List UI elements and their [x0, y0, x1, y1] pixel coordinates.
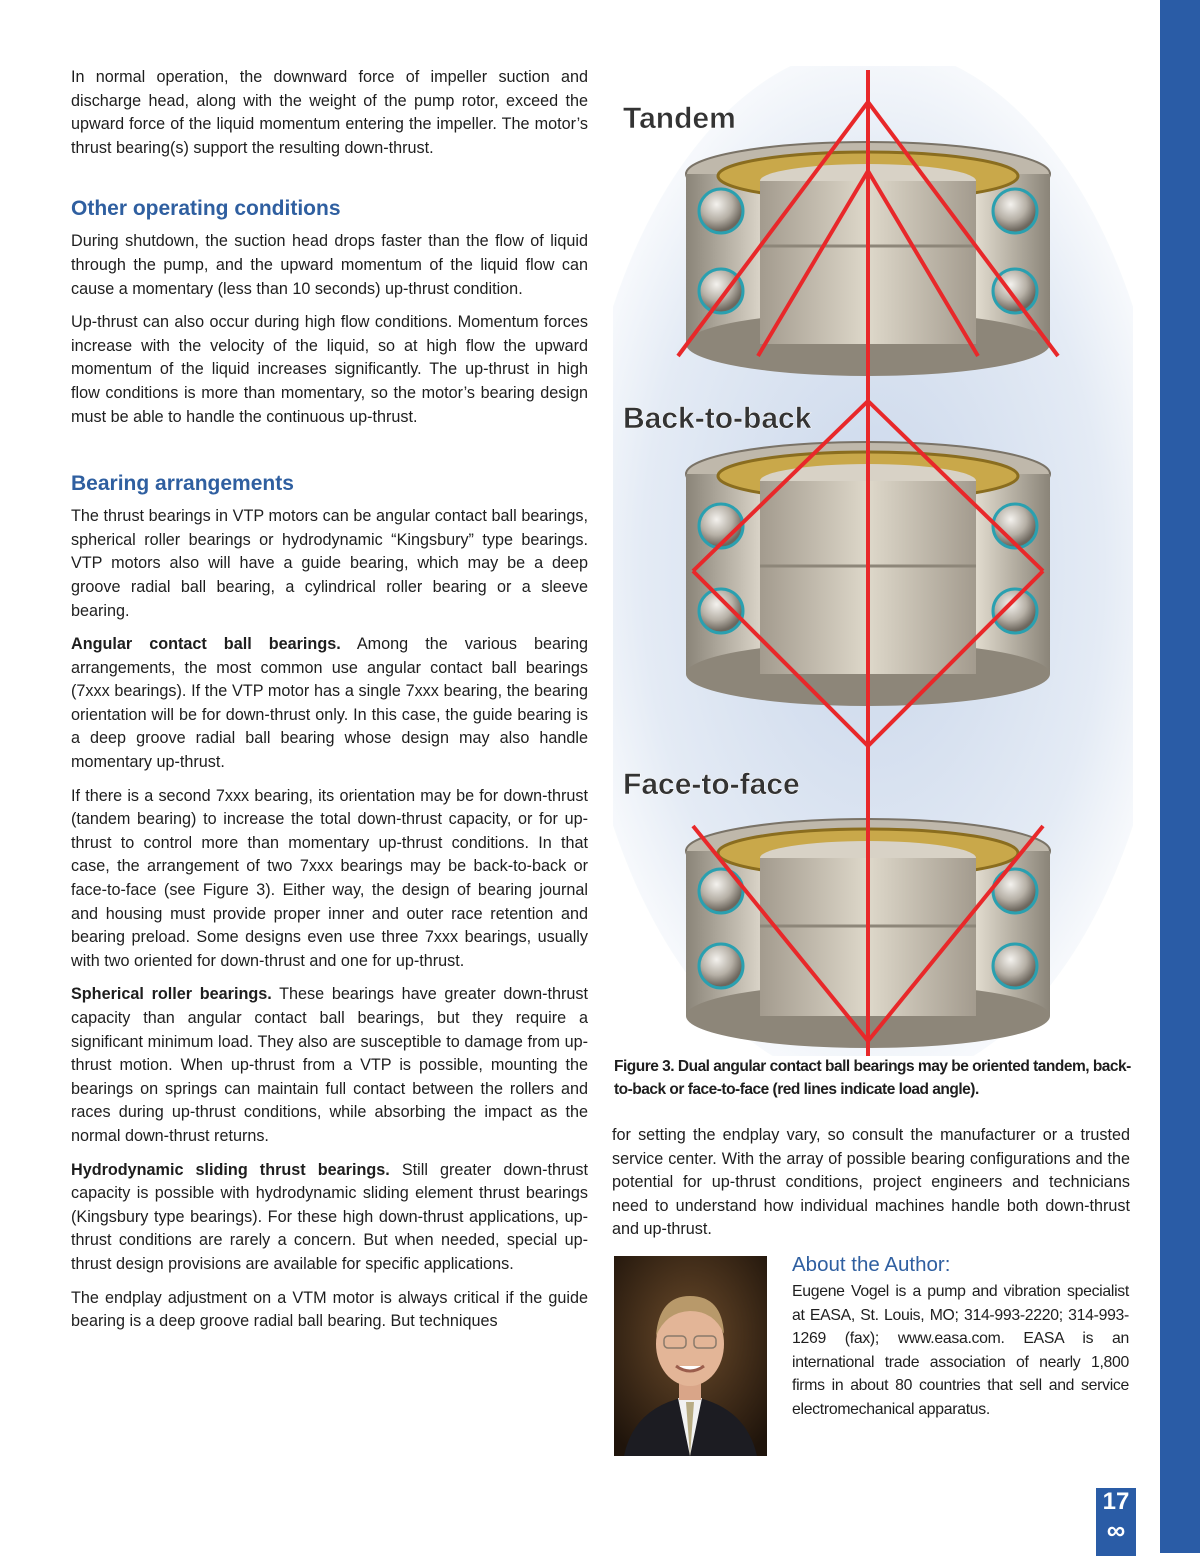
high-flow-paragraph: Up-thrust can also occur during high flow conditions. Momentum forces increase with the velocity of the liquid, so at high flow the upward momentum of the liquid increases significantly. The up-thrust in high flow conditions is more than momentary, so the motor’s bearing design must be able to handle the continuous up-thrust.	[71, 313, 588, 426]
right-column	[612, 1124, 1130, 1252]
angular-text: Among the various bearing arrangements, the most common use angular contact ball bearings (7xxx bearings). If the VTP motor has a single 7xxx bearing, the bearing orientation will be for down-thrust only. In this case, the guide bearing is a deep groove radial ball bearing whose design may also handle momentary up-thrust.	[71, 635, 588, 772]
hydrodynamic-paragraph	[71, 1159, 588, 1277]
second-bearing-paragraph: If there is a second 7xxx bearing, its orientation may be for down-thrust (tandem bearing) to increase the total down-thrust capacity, or for up-thrust to control more than momentary up-thrust conditions. In that case, the arrangement of two 7xxx bearings may be back-to-back or face-to-face (see Figure 3). Either way, the design of bearing journal and housing must provide proper inner and outer race retention and bearing preload. Some designs even use three 7xxx bearings, usually with two oriented for down-thrust and one for up-thrust.	[71, 786, 588, 970]
author-photo	[614, 1256, 767, 1456]
page-sidebar-bar	[1160, 0, 1200, 1553]
bearing-orientation-figure	[613, 66, 1133, 1056]
label-tandem: Tandem	[623, 102, 736, 135]
heading-other-operating-conditions: Other operating conditions	[71, 197, 341, 221]
about-author-title: About the Author:	[792, 1253, 951, 1276]
figure-caption: Figure 3. Dual angular contact ball bearings may be oriented tandem, back-to-back or face-to-face (red lines indicate load angle).	[614, 1058, 1131, 1098]
angular-paragraph	[71, 633, 588, 775]
shutdown-paragraph: During shutdown, the suction head drops faster than the flow of liquid through the pump, and the upward momentum of the liquid flow can cause a momentary (less than 10 seconds) up-thrust condition.	[71, 232, 588, 298]
intro-paragraph: In normal operation, the downward force of impeller suction and discharge head, along with the weight of the pump rotor, exceed the upward force of the liquid momentum entering the impeller. The motor’s thrust bearing(s) support the resulting down-thrust.	[71, 68, 588, 157]
continued-paragraph: for setting the endplay vary, so consult the manufacturer or a trusted service center. With the array of possible bearing configurations and the potential for up-thrust conditions, project engineers and technicians need to understand how individual machines handle both down-thrust and up-thrust.	[612, 1126, 1130, 1239]
left-column	[71, 66, 588, 1344]
page-number: 17	[1102, 1488, 1130, 1515]
spherical-lead: Spherical roller bearings.	[71, 985, 272, 1004]
infinity-icon: ∞	[1106, 1515, 1126, 1545]
hydrodynamic-text: Still greater down-thrust capacity is possible with hydrodynamic sliding element thrust bearings (Kingsbury type bearings). For these high down-thrust applications, up-thrust conditions are rarely a concern. But when needed, special up-thrust design provisions are available for specific applications.	[71, 1160, 588, 1273]
about-author-bio: Eugene Vogel is a pump and vibration specialist at EASA, St. Louis, MO; 314-993-2220; 314-993-1269 (fax); www.easa.com. EASA is an international trade association of nearly 1,800 firms in about 80 countries that sell and service electromechanical apparatus.	[792, 1283, 1129, 1418]
about-author-block	[792, 1252, 1129, 1421]
angular-lead: Angular contact ball bearings.	[71, 635, 341, 654]
spherical-paragraph	[71, 983, 588, 1148]
spherical-text: These bearings have greater down-thrust capacity than angular contact ball bearings, but they require a significant minimum load. They also are susceptible to damage from up-thrust motion. When up-thrust from a VTP is possible, mounting the bearings on springs can maintain full contact between the rollers and races during up-thrust conditions, while absorbing the impact as the normal down-thrust returns.	[71, 985, 588, 1145]
page-number-tab	[1096, 1488, 1136, 1556]
label-face-to-face: Face-to-face	[623, 768, 800, 801]
thrust-bearings-paragraph: The thrust bearings in VTP motors can be angular contact ball bearings, spherical roller bearings or hydrodynamic “Kingsbury” type bearings. VTP motors also will have a guide bearing, which may be a deep groove radial ball bearing, a cylindrical roller bearing or a sleeve bearing.	[71, 507, 588, 620]
label-back-to-back: Back-to-back	[623, 402, 812, 435]
endplay-paragraph: The endplay adjustment on a VTM motor is always critical if the guide bearing is a deep groove radial ball bearing. But techniques	[71, 1288, 588, 1331]
hydrodynamic-lead: Hydrodynamic sliding thrust bearings.	[71, 1160, 390, 1179]
heading-bearing-arrangements: Bearing arrangements	[71, 472, 294, 496]
